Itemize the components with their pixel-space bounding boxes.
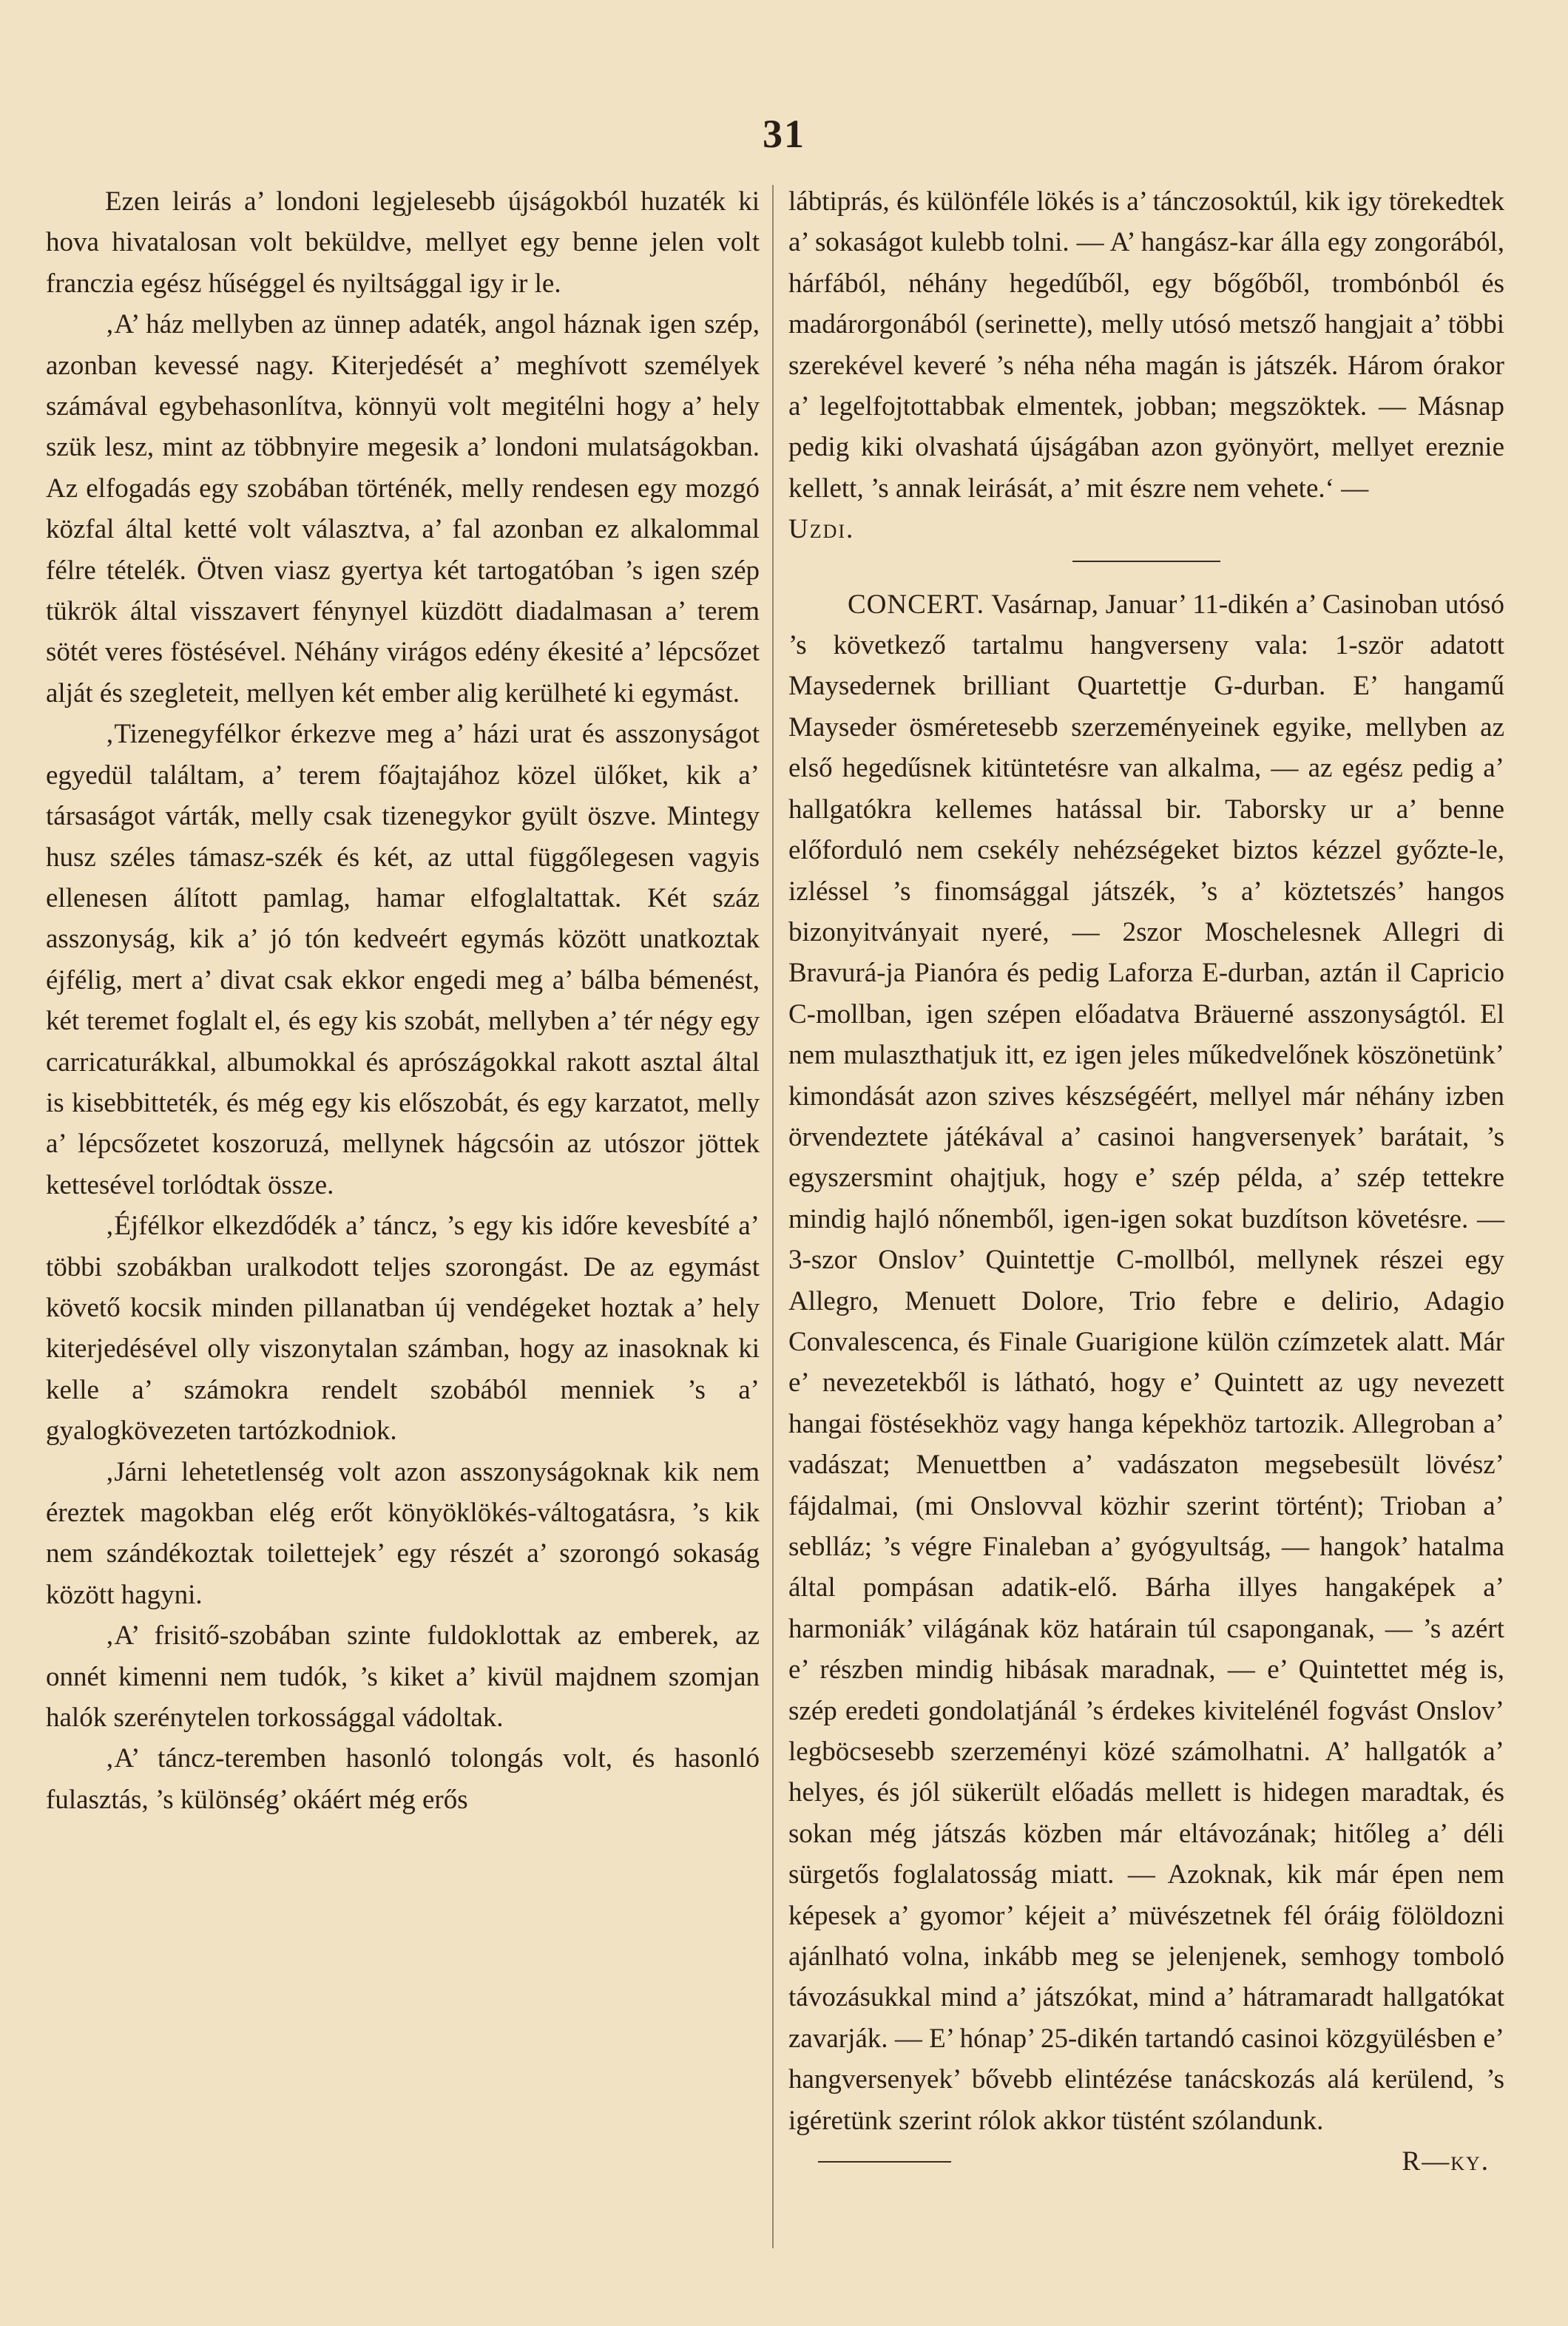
article-paragraph: ‚Járni lehetetlenség volt azon asszonyságoknak kik nem éreztek magokban elég erőt könyöklökés-váltogatásra, ’s kik nem szándékoztak toilettejek’ egy részét a’ szorongó sokaság között hagyni. — [46, 1456, 760, 1610]
closing-line — [788, 2141, 1504, 2182]
concert-paragraph — [788, 584, 1504, 2141]
closing-rule — [818, 2161, 951, 2163]
article-paragraph: ‚Tizenegyfélkor érkezve meg a’ házi urat és asszonyságot egyedül találtam, a’ terem főajtajához közel ülőket, kik a’ társaságot várták, melly csak tizenegykor gyült öszve. Mintegy husz széles támasz-szék és két, az uttal függőlegesen vagyis ellenesen álított pamlag, hamar elfoglaltattak. Két száz asszonyság, kik a’ jó tón kedveért egymás között unatkoztak éjfélig, mert a’ divat csak ekkor engedi meg a’ bálba bémenést, két teremet foglalt el, és egy kis szobát, mellyben a’ tér négy egy carricaturákkal, albumokkal és aprószágokkal rakott asztal által is kisebbitteték, és még egy kis előszobát, és egy karzatot, melly a’ lépcsőzetet koszoruzá, mellynek hágcsóin az utószor jöttek kettesével torlódtak össze. — [46, 719, 760, 1200]
article-paragraph: ‚A’ táncz-teremben hasonló tolongás volt, és hasonló fulasztás, ’s különség’ okáért még erős — [46, 1743, 760, 1815]
signature: R—ky. — [1402, 2146, 1490, 2177]
article-paragraph: ‚Éjfélkor elkezdődék a’ táncz, ’s egy kis időre kevesbíté a’ többi szobákban uralkodott teljes szorongást. De az egymást követő kocsik minden pillanatban új vendégeket hoztak a’ hely kiterjedésével olly viszonytalan számban, hogy az inasoknak ki kelle a’ számokra rendelt szobából menniek ’s a’ gyalogkövezeten tartózkodniok. — [46, 1211, 760, 1447]
concert-text: Vasárnap, Januar’ 11-dikén a’ Casinoban utósó ’s következő tartalmu hangverseny vala: 1-ször adatott Maysedernek brilliant Quartettje G-durban. E’ hangamű Mayseder ösméretesebb szerzeményeinek egyike, mellyben az első hegedűsnek kitüntetésre van alkalma, — az egész pedig a’ hallgatókra kellemes hatással bir. Taborsky ur a’ benne előforduló nem csekély nehézségeket biztos kézzel győzte-le, izléssel ’s finomsággal játszék, ’s a’ köztetszés’ hangos bizonyitványait nyeré, — 2szor Moschelesnek Allegri di Bravurá-ja Pianóra és pedig Laforza E-durban, aztán il Capricio C-mollban, igen szépen előadatva Bräuerné asszonyságtól. El nem mulaszthatjuk itt, ez igen jeles műkedvelőnek köszönetünk’ kimondását azon szives készségéért, mellyel már néhány izben örvendeztete játékával a’ casinoi hangversenyek’ barátait, ’s egyszersmint ohajtjuk, hogy e’ szép példa, a’ szép tettekre mindig hajló nőnemből, igen-igen sokat buzdítson követésre. — 3-szor Onslov’ Quintettje C-mollból, mellynek részei egy Allegro, Menuett Dolore, Trio febre e delirio, Adagio Convalescenca, és Finale Guarigione külön czímzetek alatt. Már e’ nevezetekből is látható, hogy e’ Quintett az ugy nevezett hangai föstésekhöz vagy hanga képekhöz tartozik. Allegroban a’ vadászat; Menuettben a’ vadászaton megsebesült lövész’ fájdalmai, (mi Onslovval közhir szerint történt); Trioban a’ seblláz; ’s végre Finaleban a’ gyógyultság, — hangok’ hatalma által pompásan adatik-elő. Bárha illyes hangaképek a’ harmoniák’ világának köz határain túl csaponganak, — ’s azért e’ részben mindig hibásak maradnak, — e’ Quintettet még is, szép eredeti gondolatjánál ’s érdekes kivitelénél fogvást Onslov’ legböcsesebb szerzeményi közé számolhatni. A’ hallgatók a’ helyes, és jól sükerült előadás mellett is hidegen maradtak, és sokan még játszás közben már eltávozának; hitőleg a’ déli sürgetős foglalatosság miatt. — Azoknak, kik már épen nem képesek a’ gyomor’ kéjeit a’ müvészetnek fél óráig fölöldozni ajánlható volna, inkább meg se jelenjenek, semhogy tomboló távozásukkal mind a’ játszókat, mind a’ hátramaradt hallgatókat zavarják. — E’ hónap’ 25-dikén tartandó casinoi közgyülésben e’ hangversenyek’ bővebb elintézése tanácskozás alá kerülend, ’s igéretünk szerint rólok akkor tüstént szólandunk. — [788, 589, 1504, 2136]
left-column — [46, 181, 760, 1820]
concert-heading: CONCERT. — [848, 589, 984, 620]
separator-rule — [1072, 561, 1220, 562]
right-column — [788, 181, 1504, 2183]
article-paragraph: ‚A’ ház mellyben az ünnep adaték, angol háznak igen szép, azonban kevessé nagy. Kiterjedését a’ meghívott személyek számával egybehasonlítva, könnyü volt megitélni hogy a’ hely szük lesz, mint az többnyire megesik a’ londoni mulatságokban. Az elfogadás egy szobában történék, melly rendesen egy mozgó közfal által ketté volt választva, a’ fal azonban ez alkalommal félre tételék. Ötven viasz gyertya két tartogatóban ’s igen szép tükrök által visszavert fénynyel küzdött diadalmasan a’ terem sötét veres föstésével. Néhány virágos edény ékesité a’ lépcsőzet alját és szegleteit, mellyen két ember alig kerülheté ki egymást. — [46, 309, 760, 709]
article-paragraph: Ezen leirás a’ londoni legjelesebb újságokból huzaték ki hova hivatalosan volt beküldve, mellyet egy benne jelen volt franczia egész hűséggel és nyiltsággal igy ir le. — [46, 186, 760, 299]
article-paragraph: ‚A’ frisitő-szobában szinte fuldoklottak az emberek, az onnét kimenni nem tudók, ’s kiket a’ kivül majdnem szomjan halók szerénytelen torkossággal vádoltak. — [46, 1620, 760, 1734]
page-number: 31 — [763, 112, 805, 156]
article-continuation: lábtiprás, és különféle lökés is a’ tánczosoktúl, kik igy törekedtek a’ sokaságot kulebb tolni. — A’ hangász-kar álla egy zongorából, hárfából, néhány hegedűből, egy bőgőből, trombónból és madárorgonából (serinette), melly utósó metsző hangjait a’ többi szerekével keveré ’s néha néha magán is játszék. Három órakor a’ legelfojtottabbak elmentek, jobban; megszöktek. — Másnap pedig kiki olvashatá újságában azon gyönyört, mellyet ereznie kellett, ’s annak leirását, a’ mit észre nem vehete.‘ — — [788, 186, 1504, 504]
column-divider — [772, 185, 774, 2248]
signature: Uzdi. — [788, 514, 855, 545]
